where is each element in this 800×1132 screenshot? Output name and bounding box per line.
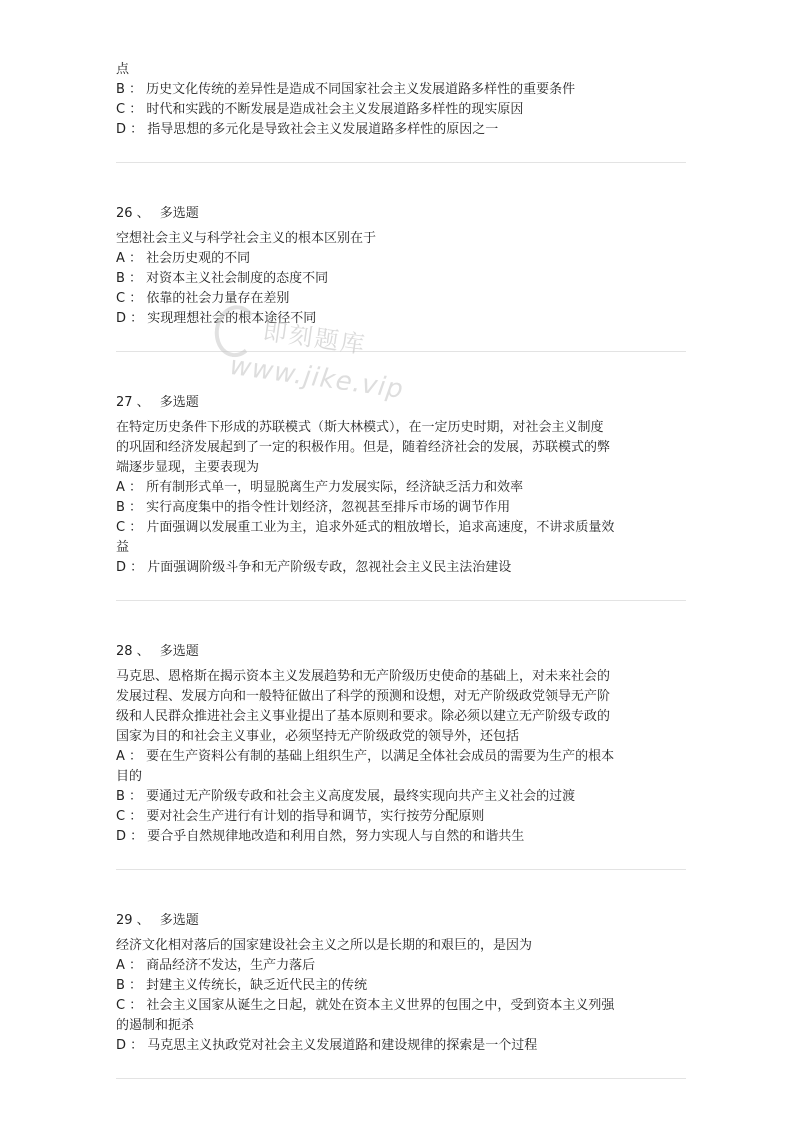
continued-line: 点 — [116, 62, 130, 77]
option-c: C ： 时代和实践的不断发展是造成社会主义发展道路多样性的现实原因 — [116, 102, 524, 117]
document-body — [116, 60, 686, 1120]
question-type: 多选题 — [159, 644, 199, 659]
option-d: D ： 片面强调阶级斗争和无产阶级专政，忽视社会主义民主法治建设 — [116, 560, 512, 575]
question-stem: 国家为目的和社会主义事业，必须坚持无产阶级政党的领导外，还包括 — [116, 729, 520, 744]
previous-question-continuation — [116, 60, 686, 140]
option-a: A ： 所有制形式单一，明显脱离生产力发展实际，经济缺乏活力和效率 — [116, 480, 524, 495]
option-d: D ： 马克思主义执政党对社会主义发展道路和建设规律的探索是一个过程 — [116, 1038, 538, 1053]
divider — [116, 351, 686, 352]
option-c: C ： 依靠的社会力量存在差别 — [116, 291, 290, 306]
question-number: 26 、 — [116, 206, 150, 221]
option-c: C ： 社会主义国家从诞生之日起，就处在资本主义世界的包围之中，受到资本主义列强 — [116, 998, 615, 1013]
question-stem: 马克思、恩格斯在揭示资本主义发展趋势和无产阶级历史使命的基础上，对未来社会的 — [116, 669, 611, 684]
option-c-continued: 益 — [116, 540, 130, 555]
option-b: B ： 要通过无产阶级专政和社会主义高度发展，最终实现向共产主义社会的过渡 — [116, 789, 576, 804]
question-number: 29 、 — [116, 913, 150, 928]
question-header — [116, 393, 686, 413]
option-b: B ： 对资本主义社会制度的态度不同 — [116, 271, 329, 286]
divider — [116, 162, 686, 163]
watermark-url: www.jike.vip — [227, 350, 406, 405]
option-b: B ： 实行高度集中的指令性计划经济，忽视甚至排斥市场的调节作用 — [116, 500, 511, 515]
question-26 — [116, 204, 686, 329]
option-a: A ： 商品经济不发达，生产力落后 — [116, 958, 316, 973]
divider — [116, 1078, 686, 1079]
option-a-continued: 目的 — [116, 769, 143, 784]
divider — [116, 600, 686, 601]
divider — [116, 869, 686, 870]
option-b: B ： 历史文化传统的差异性是造成不同国家社会主义发展道路多样性的重要条件 — [116, 82, 576, 97]
question-type: 多选题 — [159, 913, 199, 928]
option-a: A ： 要在生产资料公有制的基础上组织生产，以满足全体社会成员的需要为生产的根本 — [116, 749, 615, 764]
option-d: D ： 实现理想社会的根本途径不同 — [116, 311, 317, 326]
question-type: 多选题 — [159, 206, 199, 221]
option-c: C ： 要对社会生产进行有计划的指导和调节，实行按劳分配原则 — [116, 809, 485, 824]
question-stem: 端逐步显现，主要表现为 — [116, 460, 260, 475]
question-29 — [116, 911, 686, 1056]
question-stem: 在特定历史条件下形成的苏联模式（斯大林模式），在一定历史时期，对社会主义制度 — [116, 420, 604, 435]
question-stem: 发展过程、发展方向和一般特征做出了科学的预测和设想，对无产阶级政党领导无产阶 — [116, 689, 611, 704]
question-header — [116, 642, 686, 662]
question-28 — [116, 642, 686, 847]
question-stem: 级和人民群众推进社会主义事业提出了基本原则和要求。除必须以建立无产阶级专政的 — [116, 709, 611, 724]
question-header — [116, 204, 686, 224]
question-stem: 经济文化相对落后的国家建设社会主义之所以是长期的和艰巨的，是因为 — [116, 938, 533, 953]
question-stem: 的巩固和经济发展起到了一定的积极作用。但是，随着经济社会的发展，苏联模式的弊 — [116, 440, 611, 455]
question-header — [116, 911, 686, 931]
option-c: C ： 片面强调以发展重工业为主，追求外延式的粗放增长，追求高速度，不讲求质量效 — [116, 520, 615, 535]
question-27 — [116, 393, 686, 578]
question-stem: 空想社会主义与科学社会主义的根本区别在于 — [116, 231, 377, 246]
option-d: D ： 指导思想的多元化是导致社会主义发展道路多样性的原因之一 — [116, 122, 499, 137]
option-b: B ： 封建主义传统长，缺乏近代民主的传统 — [116, 978, 368, 993]
question-number: 27 、 — [116, 395, 150, 410]
option-a: A ： 社会历史观的不同 — [116, 251, 251, 266]
watermark-brand: 即刻题库 — [261, 317, 369, 360]
option-d: D ： 要合乎自然规律地改造和利用自然，努力实现人与自然的和谐共生 — [116, 829, 525, 844]
question-number: 28 、 — [116, 644, 150, 659]
option-c-continued: 的遏制和扼杀 — [116, 1018, 195, 1033]
question-type: 多选题 — [159, 395, 199, 410]
